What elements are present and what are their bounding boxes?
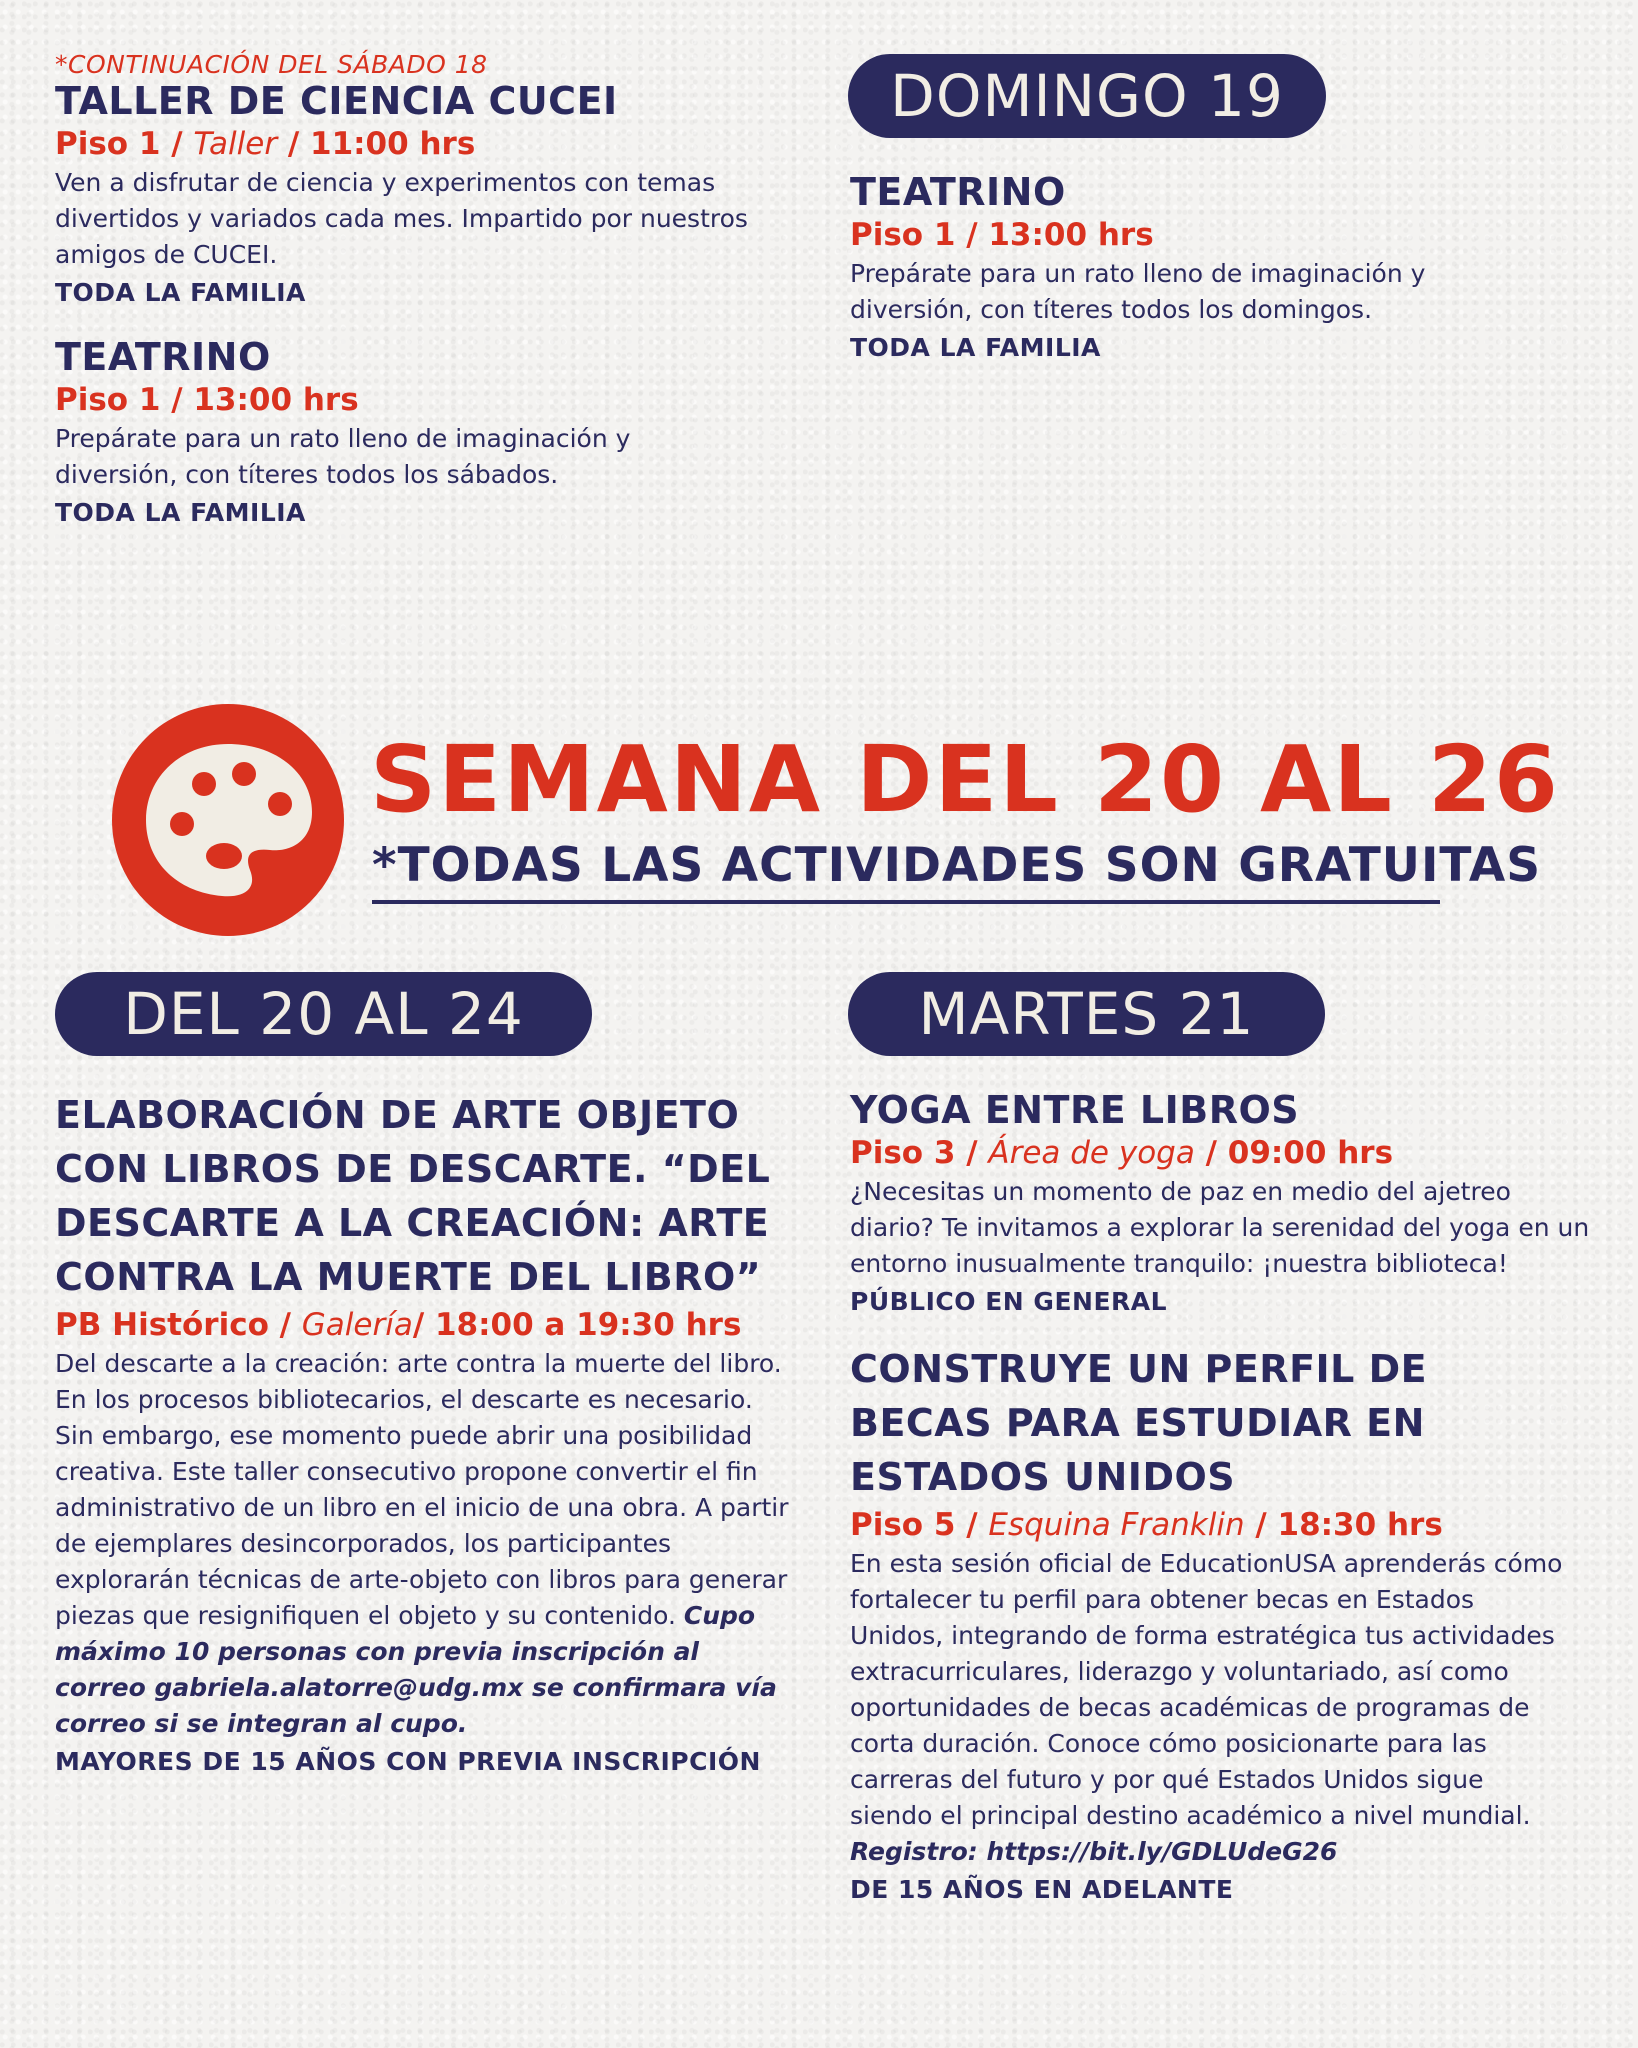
event-location: Piso 3 / Área de yoga / 09:00 hrs	[850, 1135, 1394, 1171]
event-description: Prepárate para un rato lleno de imaginación y diversión, con títeres todos los sábados.	[55, 424, 631, 489]
event-audience: DE 15 AÑOS EN ADELANTE	[850, 1875, 1234, 1904]
event-description: ¿Necesitas un momento de paz en medio del ajetreo diario? Te invitamos a explorar la serenidad del yoga en un entorno inusualmente tranquilo: ¡nuestra biblioteca!	[850, 1177, 1590, 1278]
registration-note: Cupo máximo 10 personas con previa inscripción al correo gabriela.alatorre@udg.mx se confirmara vía correo si se integran al cupo.	[55, 1601, 777, 1738]
event-location: Piso 1 / 13:00 hrs	[850, 217, 1154, 253]
event-title: TALLER DE CIENCIA CUCEI	[55, 79, 618, 123]
day-pill-del-20-al-24: DEL 20 AL 24	[55, 972, 592, 1056]
event-description: En esta sesión oficial de EducationUSA aprenderás cómo fortalecer tu perfil para obtener becas en Estados Unidos, integrando de forma estratégica tus actividades extracurriculares, liderazgo y voluntariado, así como oportunidades de becas académicas de programas de corta duración. Conoce cómo posicionarte para las carreras del futuro y por qué Estados Unidos sigue siendo el principal destino académico a nivel mundial.	[850, 1549, 1563, 1830]
event-audience: PÚBLICO EN GENERAL	[850, 1287, 1168, 1316]
event-title: CONSTRUYE UN PERFIL DE BECAS PARA ESTUDIAR EN ESTADOS UNIDOS	[850, 1347, 1428, 1499]
event-audience: TODA LA FAMILIA	[55, 498, 306, 527]
day-pill-martes: MARTES 21	[848, 972, 1325, 1056]
week-subtitle: *TODAS LAS ACTIVIDADES SON GRATUITAS	[372, 838, 1542, 893]
event-location: Piso 5 / Esquina Franklin / 18:30 hrs	[850, 1507, 1443, 1543]
day-pill-domingo: DOMINGO 19	[848, 54, 1326, 138]
del20-section	[55, 1088, 795, 1780]
palette-icon	[112, 704, 344, 936]
event-title: YOGA ENTRE LIBROS	[850, 1088, 1300, 1132]
event-audience: TODA LA FAMILIA	[850, 333, 1101, 362]
event-title: TEATRINO	[850, 170, 1066, 214]
continuation-kicker: *CONTINUACIÓN DEL SÁBADO 18	[55, 50, 488, 79]
registration-link[interactable]: Registro: https://bit.ly/GDLUdeG26	[850, 1837, 1338, 1866]
saturday-continuation	[55, 50, 795, 531]
subtitle-underline	[372, 900, 1440, 904]
martes-section	[850, 1088, 1590, 1908]
week-title: SEMANA DEL 20 AL 26	[370, 726, 1560, 833]
event-audience: TODA LA FAMILIA	[55, 278, 306, 307]
event-audience: MAYORES DE 15 AÑOS CON PREVIA INSCRIPCIÓN	[55, 1747, 761, 1776]
event-title: TEATRINO	[55, 335, 271, 379]
event-title: ELABORACIÓN DE ARTE OBJETO CON LIBROS DE DESCARTE. “DEL DESCARTE A LA CREACIÓN: ARTE CONTRA LA MUERTE DEL LIBRO”	[55, 1093, 771, 1299]
event-location: Piso 1 / 13:00 hrs	[55, 382, 359, 418]
event-description: Ven a disfrutar de ciencia y experimentos con temas divertidos y variados cada mes. Impartido por nuestros amigos de CUCEI.	[55, 168, 748, 269]
domingo-section	[850, 170, 1590, 366]
event-description: Del descarte a la creación: arte contra la muerte del libro. En los procesos bibliotecarios, el descarte es necesario. Sin embargo, ese momento puede abrir una posibilidad creativa. Este taller consecutivo propone convertir el fin administrativo de un libro en el inicio de una obra. A partir de ejemplares desincorporados, los participantes explorarán técnicas de arte-objeto con libros para generar piezas que resignifiquen el objeto y su contenido. Cupo máximo 10 personas con previa inscripción al correo gabriela.alatorre@udg.mx se confirmara vía correo si se integran al cupo.	[55, 1349, 789, 1738]
event-description: Prepárate para un rato lleno de imaginación y diversión, con títeres todos los domingos.	[850, 259, 1426, 324]
event-location: PB Histórico / Galería/ 18:00 a 19:30 hrs	[55, 1307, 742, 1343]
event-location: Piso 1 / Taller / 11:00 hrs	[55, 126, 476, 162]
